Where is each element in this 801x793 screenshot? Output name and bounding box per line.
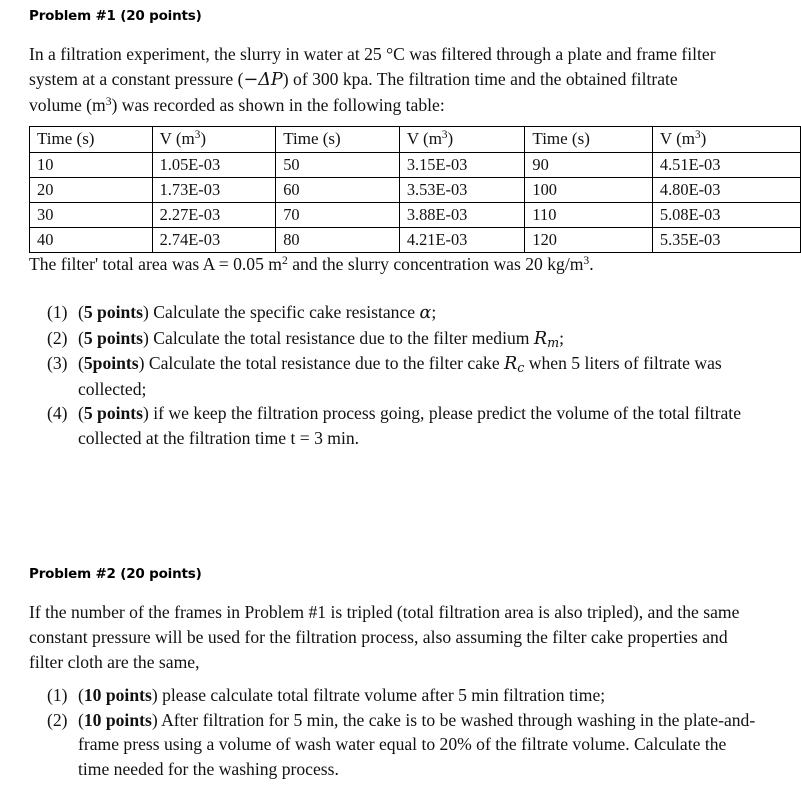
question-points: 5points bbox=[83, 353, 139, 374]
cell-time: 80 bbox=[276, 228, 400, 253]
header-sup-2: 3 bbox=[441, 129, 448, 142]
question-tail: ; bbox=[559, 327, 565, 348]
symbol-subscript: m bbox=[547, 334, 560, 350]
paren-open: ( bbox=[78, 709, 84, 730]
problem-1-given-values bbox=[29, 252, 774, 277]
header-cell-volume-3 bbox=[652, 127, 800, 153]
header-close-3: ) bbox=[700, 129, 707, 148]
cell-volume: 4.21E-03 bbox=[399, 228, 525, 253]
question-text bbox=[78, 326, 759, 352]
question-tail: ; bbox=[431, 302, 437, 322]
header-sup-3: 3 bbox=[695, 129, 701, 142]
cell-time: 30 bbox=[30, 203, 153, 228]
question-number: (4) bbox=[47, 403, 68, 424]
question-item bbox=[47, 683, 759, 708]
paren-open: ( bbox=[78, 353, 84, 374]
symbol-subscript: c bbox=[517, 359, 525, 375]
question-item bbox=[47, 401, 759, 450]
question-points: 5 points bbox=[83, 302, 144, 322]
question-points: 5 points bbox=[83, 403, 144, 424]
alpha-symbol: α bbox=[419, 303, 432, 323]
cell-volume: 4.80E-03 bbox=[652, 178, 800, 203]
intro-line-2-text-a: system at a constant pressure ( bbox=[29, 69, 244, 90]
question-number: (1) bbox=[47, 685, 68, 705]
header-label-time-3: Time (s) bbox=[532, 129, 590, 148]
problem-1-question-list-wrapper bbox=[47, 300, 759, 451]
question-text bbox=[78, 401, 759, 450]
cell-time: 20 bbox=[30, 178, 153, 203]
cell-time: 50 bbox=[276, 153, 400, 178]
question-number: (2) bbox=[47, 709, 68, 730]
intro-line-1-text: In a filtration experiment, the slurry in water at 25 °C was filtered through a plate and frame filter bbox=[29, 44, 716, 64]
filtration-data-table-wrapper bbox=[29, 126, 801, 253]
question-text bbox=[78, 708, 759, 782]
header-close-2: ) bbox=[447, 129, 454, 148]
question-text bbox=[78, 351, 759, 401]
question-body-text: ) Calculate the specific cake resistance bbox=[143, 302, 420, 322]
given-values-line bbox=[29, 252, 774, 277]
question-body-text: ) After filtration for 5 min, the cake is to be washed through washing in the plate-and-frame press using a volume of wash water equal to 20% of the filtrate volume. Calculate the time needed for the washing process. bbox=[78, 709, 756, 779]
header-cell-time-2 bbox=[276, 127, 400, 153]
pressure-symbol: −ΔP bbox=[243, 70, 283, 91]
problem-1-heading bbox=[29, 8, 202, 24]
table-row bbox=[30, 203, 801, 228]
question-item bbox=[47, 351, 759, 401]
problem-2-intro bbox=[29, 600, 762, 676]
filtration-data-table bbox=[29, 126, 801, 253]
given-text-b: and the slurry concentration was 20 kg/m bbox=[287, 254, 584, 274]
intro-line-3 bbox=[29, 93, 774, 118]
question-body-text: ) please calculate total filtrate volume after 5 min filtration time; bbox=[151, 685, 606, 705]
cell-volume: 3.15E-03 bbox=[399, 153, 525, 178]
problem-2-title: Problem #2 (20 points) bbox=[29, 566, 202, 582]
problem-2-question-list-wrapper bbox=[47, 683, 759, 781]
problem-1-title: Problem #1 (20 points) bbox=[29, 8, 202, 24]
table-body bbox=[30, 127, 801, 253]
table-row bbox=[30, 153, 801, 178]
question-body-text: ) if we keep the filtration process going, please predict the volume of the total filtrate collected at the filtration time t = 3 min. bbox=[78, 403, 741, 448]
cell-time: 70 bbox=[276, 203, 400, 228]
cell-volume: 1.05E-03 bbox=[152, 153, 276, 178]
header-cell-time-3 bbox=[525, 127, 652, 153]
table-header-row bbox=[30, 127, 801, 153]
problem-1-question-list bbox=[47, 300, 759, 451]
intro-line-2 bbox=[29, 67, 774, 93]
question-number: (2) bbox=[47, 327, 68, 348]
table-row bbox=[30, 178, 801, 203]
header-label-time-1: Time (s) bbox=[37, 129, 95, 148]
cell-time: 100 bbox=[525, 178, 652, 203]
question-points: 5 points bbox=[83, 327, 144, 348]
cell-volume: 2.27E-03 bbox=[152, 203, 276, 228]
problem-2-question-list bbox=[47, 683, 759, 781]
cell-volume: 4.51E-03 bbox=[652, 153, 800, 178]
question-number: (3) bbox=[47, 353, 68, 374]
concentration-superscript: 3 bbox=[583, 253, 590, 267]
intro-line-3-text-b: ) was recorded as shown in the following table: bbox=[111, 95, 445, 116]
header-sup-1: 3 bbox=[194, 129, 201, 142]
cell-volume: 2.74E-03 bbox=[152, 228, 276, 253]
question-points: 10 points bbox=[83, 685, 152, 705]
cell-time: 90 bbox=[525, 153, 652, 178]
question-item bbox=[47, 326, 759, 352]
paren-open: ( bbox=[78, 302, 84, 322]
given-text-a: The filter' total area was A = 0.05 m bbox=[29, 254, 282, 274]
header-label-volume-3: V (m bbox=[659, 129, 695, 148]
question-body-text: ) Calculate the total resistance due to the filter cake bbox=[138, 353, 505, 374]
question-text bbox=[78, 300, 759, 326]
cell-volume: 5.08E-03 bbox=[652, 203, 800, 228]
header-cell-volume-2 bbox=[399, 127, 525, 153]
problem-2-intro-text: If the number of the frames in Problem #1 is tripled (total filtration area is also tripled), and the same constant pressure will be used for the filtration process, also assuming the filter cake properties and filter cloth are the same, bbox=[29, 602, 740, 673]
cell-volume: 3.88E-03 bbox=[399, 203, 525, 228]
header-label-time-2: Time (s) bbox=[283, 129, 341, 148]
question-item bbox=[47, 300, 759, 326]
paren-open: ( bbox=[78, 327, 84, 348]
symbol-base: R bbox=[504, 354, 518, 375]
cell-time: 120 bbox=[525, 228, 652, 253]
question-points: 10 points bbox=[83, 709, 152, 730]
cell-volume: 5.35E-03 bbox=[652, 228, 800, 253]
resistance-medium-symbol bbox=[534, 329, 559, 349]
resistance-cake-symbol bbox=[504, 354, 524, 374]
header-label-volume-2: V (m bbox=[406, 129, 442, 148]
header-close-1: ) bbox=[200, 129, 206, 148]
intro-line-3-superscript: 3 bbox=[105, 95, 112, 109]
question-item bbox=[47, 708, 759, 782]
problem-1-intro bbox=[29, 42, 774, 119]
cell-time: 60 bbox=[276, 178, 400, 203]
intro-line-2-text-b: ) of 300 kpa. The filtration time and the obtained filtrate bbox=[282, 69, 678, 90]
symbol-base: R bbox=[533, 328, 548, 349]
cell-volume: 1.73E-03 bbox=[152, 178, 276, 203]
question-tail: when 5 liters of filtrate was collected; bbox=[78, 353, 722, 399]
cell-time: 10 bbox=[30, 153, 153, 178]
table-row bbox=[30, 228, 801, 253]
header-cell-volume-1 bbox=[152, 127, 276, 153]
intro-line-3-text-a: volume (m bbox=[29, 95, 106, 116]
header-label-volume-1: V (m bbox=[159, 129, 195, 148]
question-number: (1) bbox=[47, 302, 68, 322]
question-text bbox=[78, 683, 759, 708]
header-cell-time-1 bbox=[30, 127, 153, 153]
paren-open: ( bbox=[78, 403, 84, 424]
given-text-c: . bbox=[589, 254, 594, 274]
paren-open: ( bbox=[78, 685, 84, 705]
area-superscript: 2 bbox=[281, 253, 288, 267]
cell-time: 110 bbox=[525, 203, 652, 228]
cell-volume: 3.53E-03 bbox=[399, 178, 525, 203]
question-body-text: ) Calculate the total resistance due to the filter medium bbox=[143, 327, 534, 348]
intro-line-1 bbox=[29, 42, 774, 67]
cell-time: 40 bbox=[30, 228, 153, 253]
problem-2-heading bbox=[29, 566, 202, 582]
